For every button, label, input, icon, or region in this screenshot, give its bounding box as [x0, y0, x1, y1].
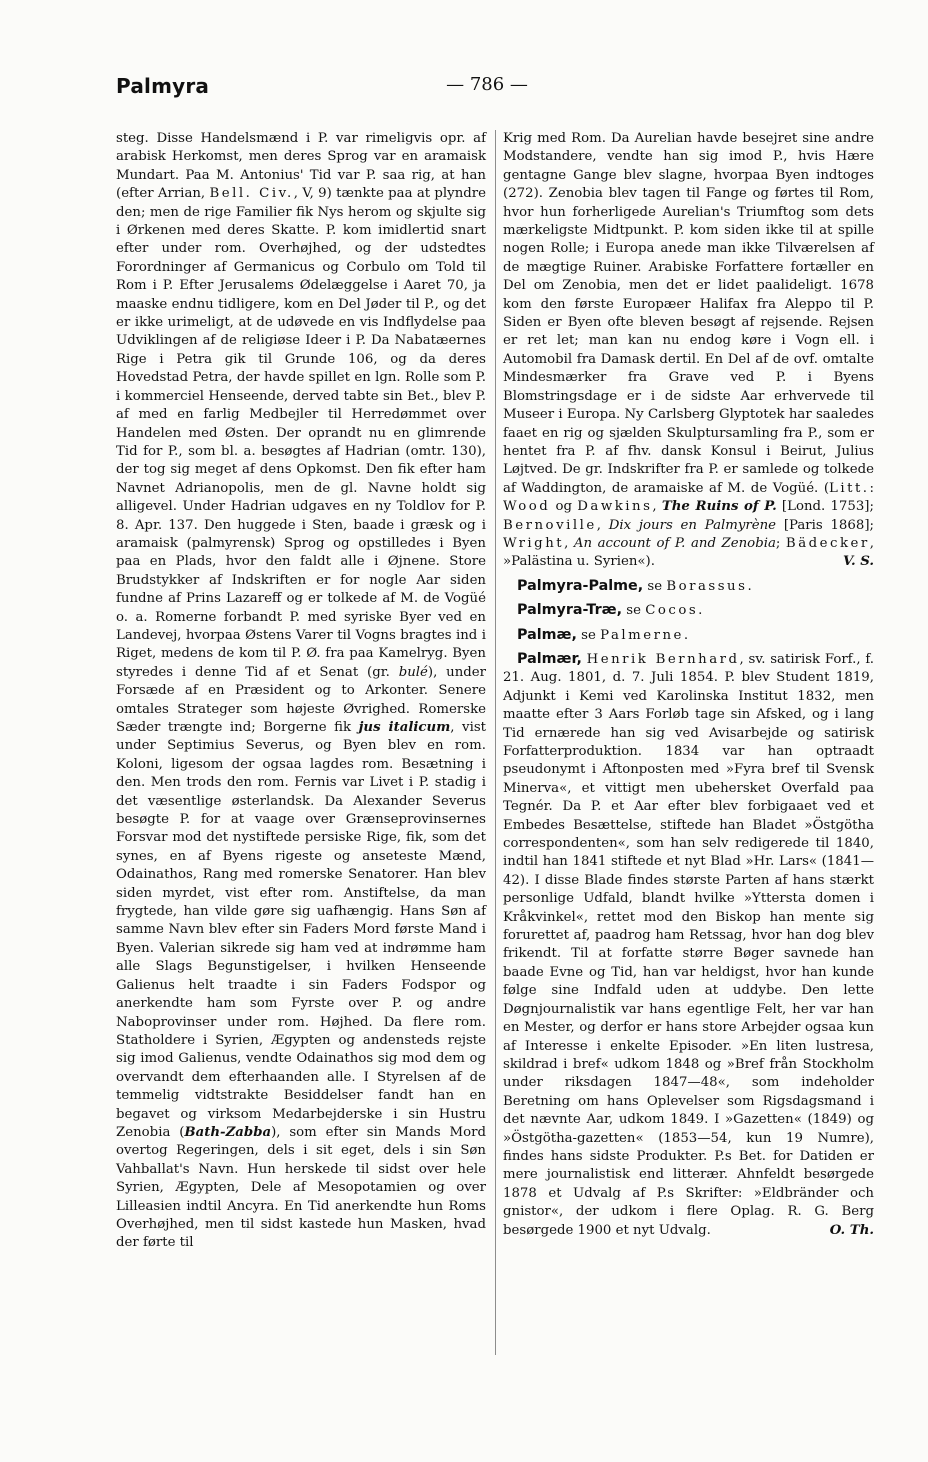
- cross-reference: Borassus: [666, 578, 748, 594]
- page-number: — 786 —: [446, 74, 528, 95]
- entry-palmyra-trae: Palmyra-Træ, se Cocos.: [517, 602, 703, 619]
- article-text-continued: Krig med Rom. Da Aurelian havde besejret sine andre Modstandere, vendte han sig imod P., hvis Hære gentagne Gange blev slagne, hvorpaa Byen indtoges (272). Zenobia blev tagen til Fange og førtes til Rom, hvor hun forherligede Aurelian's Triumftog som dets mærkeligste Midtpunkt. P. kom siden ikke til at spille nogen Rolle; i Europa anede man ikke Tilværelsen af de mægtige Ruiner. Arabiske Forfattere fortæller en Del om Zenobia, men det er lidet paalideligt. 1678 kom den første Europæer Halifax fra Aleppo til P. Siden er Byen ofte bleven besøgt af rejsende. Rejsen er ret let; man kan nu endog køre i Vogn ell. i Automobil fra Damask dertil. En Del af de ovf. omtalte Mindesmærker fra Grave ved P. i Byens Blomstringsdage er i de sidste Aar erhvervede til Museer i Europa. Ny Carlsberg Glyptotek har saaledes faaet en rig og sjælden Skulptursamling fra P., som er hentet fra P. af fhv. dansk Konsul i Beirut, Julius Løjtved. De gr. Indskrifter fra P. er samlede og tolkede af Waddington, de aramaiske af M. de Vogüé. (Litt.: Wood og Dawkins, The Ruins of P. [Lond. 1753]; Bernoville, Dix jours en Palmyrène [Paris 1868]; Wright, An account of P. and Zenobia; Bädecker, »Palästina u. Syrien«). V. S.: [503, 130, 874, 572]
- column-divider: [495, 130, 496, 1355]
- cross-reference: Cocos: [645, 603, 699, 619]
- entry-headword: Palmær,: [517, 650, 582, 667]
- entry-palmae: Palmæ, se Palmerne.: [517, 626, 689, 643]
- running-headword: Palmyra: [116, 74, 210, 98]
- entry-palmyra-palme: Palmyra-Palme, se Borassus.: [517, 577, 752, 594]
- page-header: [0, 74, 928, 104]
- entry-headword: Palmæ,: [517, 626, 577, 643]
- cross-reference: Palmerne: [600, 627, 684, 643]
- author-signature: V. S.: [842, 554, 874, 570]
- entry-palmaer: Palmær, Henrik Bernhard, sv. satirisk Forf., f. 21. Aug. 1801, d. 7. Juli 1854. P. blev Student 1819, Adjunkt i Kemi ved Karolinska Institut 1832, men maatte efter 3 Aars Forløb tage sin Afsked, og i lang Tid ernærede han sig ved Avisarbejde og satirisk Forfatterproduktion. 1834 var han optraadt pseudonymt i Aftonposten med »Fyra bref til Svensk Minerva«, et vittigt men ubehersket Overfald paa Tegnér. Da P. et Aar efter blev forbigaaet ved et Embedes Besættelse, stiftede han Bladet »Östgötha correspondenten«, som han selv redigerede til 1840, indtil han 1841 stiftede et nyt Blad »Hr. Lars« (1841—42). I disse Blade findes største Parten af hans stærkt personlige Udfald, blandt hvilke »Yttersta domen i Kråkvinkel«, rettet mod den Biskop han mente sig forurettet af, paadrog ham Retssag, hvor han dog blev frikendt. Til at forfatte større Bøger savnede han baade Evne og Tid, han var heldigst, hvor han kunde følge sine Indfald uden at uddybe. Den lette Døgnjournalistik var hans egentlige Felt, her var han en Mester, og derfor er hans store Arbejder ogsaa kun af Interesse i enkelte Episoder. »En liten lustresa, skildrad i bref« udkom 1848 og »Bref från Stockholm under riksdagen 1847—48«, som indeholder Beretning om hans Oplevelser som Rigsdagsmand i det nævnte Aar, udkom 1849. I »Gazetten« (1849) og »Östgötha-gazetten« (1853—54, kun 19 Numre), findes hans sidste Produkter. P.s Bet. for Datiden er mere journalistisk end litterær. Ahnfeldt besørgede 1878 et Udvalg af P.s Skrifter: »Eldbränder och gnistor«, der udkom i flere Oplag. R. G. Berg besørgede 1900 et nyt Udvalg. O. Th.: [503, 650, 874, 1240]
- right-column: [503, 130, 874, 1240]
- entry-headword: Palmyra-Palme,: [517, 577, 644, 594]
- article-text: steg. Disse Handelsmænd i P. var rimeligvis opr. af arabisk Herkomst, men deres Sprog var en aramaisk Mundart. Paa M. Antonius' Tid var P. saa rig, at han (efter Arrian, Bell. Civ., V, 9) tænkte paa at plyndre den; men de rige Familier fik Nys herom og skjulte sig i Ørkenen med deres Skatte. P. kom imidlertid snart efter under rom. Overhøjhed, og der udstedtes Forordninger af Germanicus og Corbulo om Told til Rom i P. Efter Jerusalems Ødelæggelse i Aaret 70, ja maaske endnu tidligere, kom en Del Jøder til P., og det er ikke urimeligt, at de udøvede en vis Indflydelse paa Udviklingen af de religiøse Ideer i P. Da Nabatæernes Rige i Petra gik til Grunde 106, og da deres Hovedstad Petra, der havde spillet en lgn. Rolle som P. i kommerciel Henseende, derved tabte sin Bet., blev P. af med en farlig Medbejler til Herredømmet over Handelen med Østen. Der oprandt nu en glimrende Tid for P., som bl. a. besøgtes af Hadrian (omtr. 130), der tog sig meget af dens Opkomst. Den fik efter ham Navnet Adrianopolis, men de gl. Navne holdt sig alligevel. Under Hadrian udgaves en ny Toldlov for P. 8. Apr. 137. Den huggede i Sten, baade i græsk og i aramaisk (palmyrensk) Sprog og opstilledes i Byen paa en Plads, hvor den faldt alle i Øjnene. Store Brudstykker af Indskriften er for nogle Aar siden fundne af Prins Lazareff og er tolkede af M. de Vogüé o. a. Romerne forbandt P. med syriske Byer ved en Landevej, hvorpaa Østens Varer til Vogns bragtes ind i Riget, medens de kom til P. Ø. fra paa Kamelryg. Byen styredes i denne Tid af et Senat (gr. bulé), under Forsæde af en Præsident og to Arkonter. Senere omtales Strateger som højeste Øvrighed. Romerske Sæder trængte ind; Borgerne fik jus italicum, vist under Septimius Severus, og Byen blev en rom. Koloni, ligesom der ogsaa lagdes rom. Besætning i den. Men trods den rom. Fernis var Livet i P. stadig i det væsentlige østerlandsk. Da Alexander Severus besøgte P. for at vaage over Grænseprovinsernes Forsvar mod det nystiftede persiske Rige, fik, som det synes, en af Byens rigeste og anseteste Mænd, Odainathos, Rang med romerske Senatorer. Han blev siden myrdet, vist efter rom. Anstiftelse, da man frygtede, han vilde gøre sig uafhængig. Hans Søn af samme Navn blev efter sin Faders Mord første Mand i Byen. Valerian sikrede sig ham ved at indrømme ham alle Slags Begunstigelser, i hvilken Henseende Galienus helt traadte i sin Faders Fodspor og anerkendte ham som Fyrste over P. og andre Naboprovinser under rom. Højhed. Da flere rom. Statholdere i Syrien, Ægypten og andensteds rejste sig imod Galienus, vendte Odainathos sig mod dem og overvandt dem efterhaanden alle. I Styrelsen af de temmelig vidtstrakte Besiddelser fandt han en begavet og virksom Medarbejderske i sin Hustru Zenobia (Bath-Zabba), som efter sin Mands Mord overtog Regeringen, dels i sit eget, dels i sin Søn Vahballat's Navn. Hun herskede til sidst over hele Syrien, Ægypten, Dele af Mesopotamien og over Lilleasien indtil Ancyra. En Tid anerkendte hun Roms Overhøjhed, men til sidst kastede hun Masken, hvad der førte til: [116, 131, 486, 1251]
- author-signature: O. Th.: [829, 1222, 874, 1238]
- left-column: [116, 130, 486, 1253]
- person-name: Henrik Bernhard: [586, 651, 740, 667]
- entry-headword: Palmyra-Træ,: [517, 602, 623, 619]
